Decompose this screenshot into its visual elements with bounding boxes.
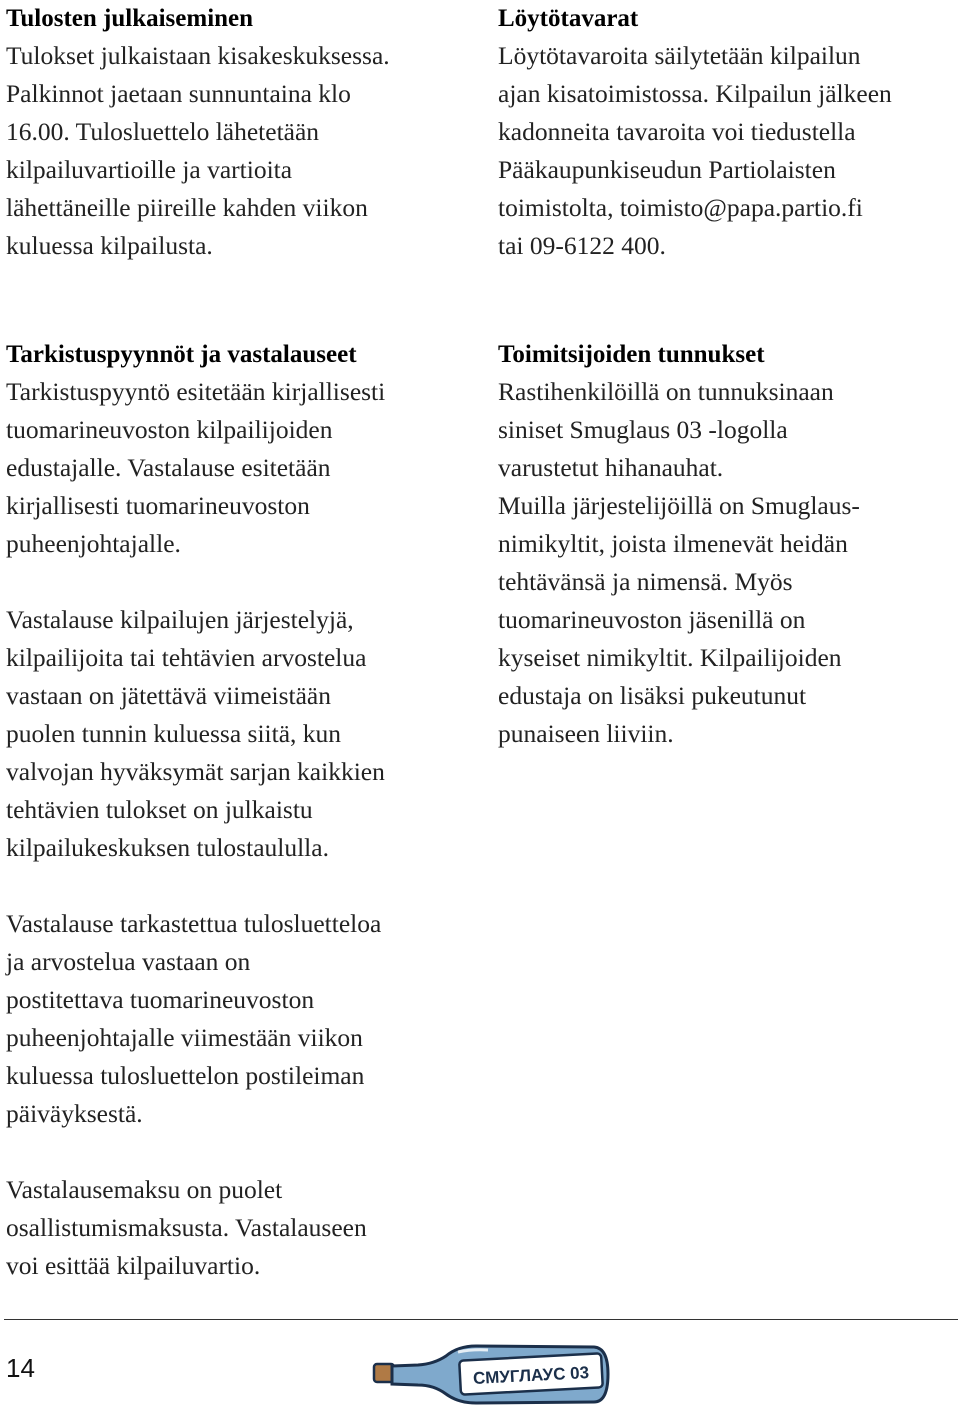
- protests-paragraph-2: Vastalause kilpailujen järjestelyjä, kilpailijoita tai tehtävien arvostelua vastaan on jätettävä viimeistään puolen tunnin kuluessa siitä, kun valvojan hyväksymät sarjan kaikkien tehtävien tulokset on julkaistu kilpailukeskuksen tulostaululla.: [6, 605, 385, 862]
- footer-divider: [4, 1319, 958, 1320]
- protests-paragraph-1: Tarkistuspyyntö esitetään kirjallisesti tuomarineuvoston kilpailijoiden edustajalle. Vastalause esitetään kirjallisesti tuomarineuvoston puheenjohtajalle.: [6, 377, 386, 558]
- protests-section: [6, 336, 468, 1285]
- staff-section: [498, 336, 960, 753]
- protests-paragraph-3: Vastalause tarkastettua tulosluetteloa ja arvostelua vastaan on postitettava tuomarineuvoston puheenjohtajalle viimestään viikon kuluessa tulosluettelon postileiman päiväyksestä.: [6, 909, 382, 1128]
- page-number: 14: [6, 1353, 35, 1383]
- staff-heading: Toimitsijoiden tunnukset: [498, 341, 765, 368]
- bottle-logo: [372, 1340, 612, 1410]
- results-body: Tulokset julkaistaan kisakeskuksessa. Palkinnot jaetaan sunnuntaina klo 16.00. Tulosluettelo lähetetään kilpailuvartioille ja vartioita lähettäneille piireille kahden viikon kuluessa kilpailusta.: [6, 41, 390, 260]
- staff-body: Rastihenkilöillä on tunnuksinaan siniset Smuglaus 03 -logolla varustetut hihanauhat. Muilla järjestelijöillä on Smuglaus- nimikyltit, joista ilmenevät heidän tehtävänsä ja nimensä. Myös tuomarineuvoston jäsenillä on kyseiset nimikyltit. Kilpailijoiden edustaja on lisäksi pukeutunut punaiseen liiviin.: [498, 377, 860, 748]
- lost-found-body: Löytötavaroita säilytetään kilpailun ajan kisatoimistossa. Kilpailun jälkeen kadonneita tavaroita voi tiedustella Pääkaupunkiseudun Partiolaisten toimistolta, toimisto@papa.partio.fi tai 09-6122 400.: [498, 41, 892, 260]
- results-section: [6, 0, 468, 265]
- bottle-label-text: СМУГЛАУС 03: [472, 1362, 590, 1389]
- protests-paragraph-4: Vastalausemaksu on puolet osallistumismaksusta. Vastalauseen voi esittää kilpailuvartio.: [6, 1175, 367, 1280]
- lost-found-heading: Löytötavarat: [498, 5, 639, 32]
- protests-heading: Tarkistuspyynnöt ja vastalauseet: [6, 341, 357, 368]
- results-heading: Tulosten julkaiseminen: [6, 5, 254, 32]
- lost-found-section: [498, 0, 960, 265]
